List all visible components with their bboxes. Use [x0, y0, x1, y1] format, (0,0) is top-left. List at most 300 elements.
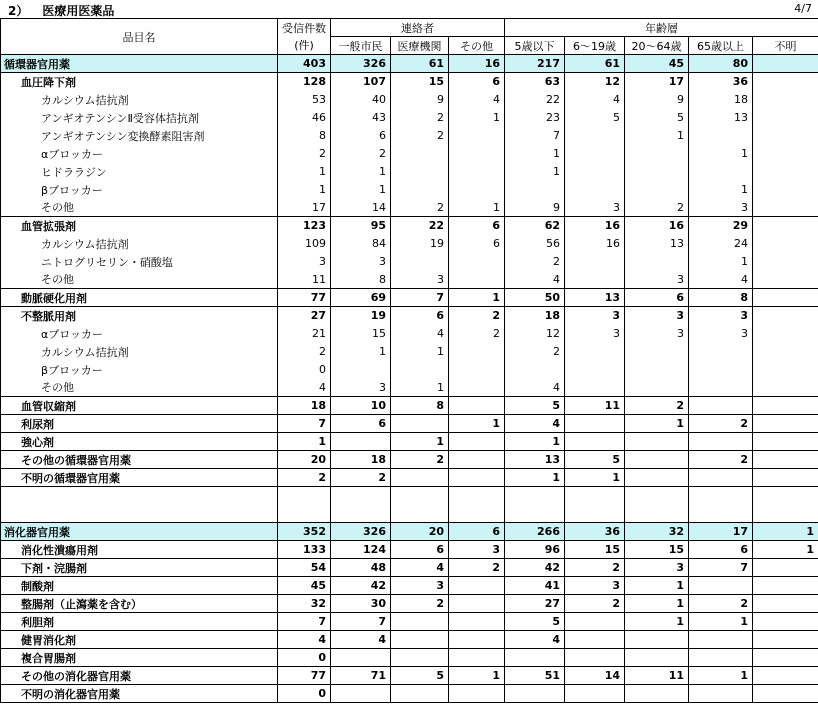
age-header-0-5: 5歳以下 — [505, 37, 565, 55]
table-row — [1, 379, 818, 397]
cell-age-6-19: 5 — [565, 109, 625, 127]
cell-age-20-64: 11 — [625, 667, 689, 685]
age-header-20-64: 20～64歳 — [625, 37, 689, 55]
cell-age-0-5: 96 — [505, 541, 565, 559]
age-header-unknown: 不明 — [753, 37, 818, 55]
cell-age-65-plus: 8 — [689, 289, 753, 307]
cell-age-20-64: 1 — [625, 613, 689, 631]
cell-age-65-plus: 29 — [689, 217, 753, 235]
cell-age-65-plus — [689, 649, 753, 667]
cell-age-0-5 — [505, 181, 565, 199]
cell-total: 53 — [278, 91, 331, 109]
cell-medical: 6 — [391, 307, 449, 325]
cell-age-0-5: 2 — [505, 253, 565, 271]
cell-public: 326 — [331, 55, 391, 73]
cell-public: 6 — [331, 415, 391, 433]
cell-total: 2 — [278, 145, 331, 163]
table-row — [1, 469, 818, 487]
row-name: ニトログリセリン・硝酸塩 — [1, 253, 278, 271]
cell-age-65-plus — [689, 487, 753, 523]
cell-other: 1 — [449, 415, 505, 433]
cell-public: 40 — [331, 91, 391, 109]
cell-other — [449, 127, 505, 145]
total-header — [278, 19, 331, 55]
cell-age-65-plus: 1 — [689, 145, 753, 163]
cell-age-20-64: 1 — [625, 577, 689, 595]
row-name: その他の循環器官用薬 — [1, 451, 278, 469]
cell-age-unknown — [753, 271, 818, 289]
cell-total: 54 — [278, 559, 331, 577]
cell-public: 43 — [331, 109, 391, 127]
cell-other — [449, 451, 505, 469]
cell-age-20-64 — [625, 469, 689, 487]
cell-age-65-plus: 3 — [689, 307, 753, 325]
cell-age-0-5: 4 — [505, 415, 565, 433]
row-name: その他 — [1, 199, 278, 217]
row-name: その他 — [1, 379, 278, 397]
cell-public: 1 — [331, 181, 391, 199]
cell-total: 18 — [278, 397, 331, 415]
cell-age-unknown — [753, 667, 818, 685]
cell-age-20-64 — [625, 253, 689, 271]
cell-total: 7 — [278, 613, 331, 631]
cell-public: 84 — [331, 235, 391, 253]
cell-age-20-64: 45 — [625, 55, 689, 73]
cell-age-20-64 — [625, 451, 689, 469]
cell-other: 6 — [449, 523, 505, 541]
cell-other — [449, 397, 505, 415]
cell-age-20-64: 16 — [625, 217, 689, 235]
table-row — [1, 145, 818, 163]
cell-total: 128 — [278, 73, 331, 91]
cell-public: 107 — [331, 73, 391, 91]
cell-medical: 6 — [391, 541, 449, 559]
cell-age-0-5: 42 — [505, 559, 565, 577]
cell-other: 1 — [449, 289, 505, 307]
cell-age-unknown — [753, 631, 818, 649]
cell-medical — [391, 145, 449, 163]
table-row — [1, 667, 818, 685]
cell-age-0-5: 217 — [505, 55, 565, 73]
cell-age-20-64: 1 — [625, 127, 689, 145]
cell-other: 2 — [449, 325, 505, 343]
cell-medical: 3 — [391, 271, 449, 289]
cell-total: 45 — [278, 577, 331, 595]
cell-age-6-19 — [565, 631, 625, 649]
cell-age-unknown — [753, 325, 818, 343]
table-row — [1, 361, 818, 379]
row-name: 下剤・浣腸剤 — [1, 559, 278, 577]
cell-age-65-plus — [689, 343, 753, 361]
table-row — [1, 91, 818, 109]
cell-age-65-plus — [689, 397, 753, 415]
cell-age-6-19 — [565, 613, 625, 631]
cell-public: 15 — [331, 325, 391, 343]
cell-age-6-19: 13 — [565, 289, 625, 307]
cell-age-20-64: 2 — [625, 199, 689, 217]
cell-age-6-19 — [565, 361, 625, 379]
row-name: 不明の循環器官用薬 — [1, 469, 278, 487]
row-name: 動脈硬化用剤 — [1, 289, 278, 307]
cell-total: 403 — [278, 55, 331, 73]
cell-age-65-plus: 1 — [689, 613, 753, 631]
cell-age-unknown — [753, 577, 818, 595]
cell-age-unknown — [753, 289, 818, 307]
cell-total: 4 — [278, 379, 331, 397]
cell-age-65-plus — [689, 361, 753, 379]
total-header-line2: (件) — [294, 38, 314, 52]
cell-total: 46 — [278, 109, 331, 127]
table-row — [1, 343, 818, 361]
cell-total: 1 — [278, 433, 331, 451]
cell-age-0-5: 2 — [505, 343, 565, 361]
cell-total: 32 — [278, 595, 331, 613]
cell-age-65-plus: 3 — [689, 199, 753, 217]
cell-age-20-64: 6 — [625, 289, 689, 307]
cell-age-6-19 — [565, 415, 625, 433]
cell-medical: 1 — [391, 433, 449, 451]
cell-medical: 4 — [391, 559, 449, 577]
cell-age-unknown — [753, 361, 818, 379]
cell-medical: 1 — [391, 343, 449, 361]
cell-other — [449, 631, 505, 649]
cell-age-65-plus — [689, 127, 753, 145]
cell-age-unknown — [753, 217, 818, 235]
cell-other: 1 — [449, 667, 505, 685]
cell-age-20-64: 32 — [625, 523, 689, 541]
cell-other — [449, 577, 505, 595]
cell-age-65-plus — [689, 577, 753, 595]
cell-age-6-19 — [565, 271, 625, 289]
cell-age-unknown — [753, 649, 818, 667]
table-row — [1, 649, 818, 667]
cell-age-65-plus — [689, 433, 753, 451]
table-row — [1, 55, 818, 73]
table-row — [1, 325, 818, 343]
cell-medical: 2 — [391, 451, 449, 469]
cell-total: 11 — [278, 271, 331, 289]
row-name: アンギオテンシン変換酵素阻害剤 — [1, 127, 278, 145]
cell-age-unknown — [753, 343, 818, 361]
cell-age-0-5: 62 — [505, 217, 565, 235]
cell-age-unknown — [753, 145, 818, 163]
cell-age-65-plus: 1 — [689, 253, 753, 271]
cell-age-20-64 — [625, 433, 689, 451]
cell-public: 124 — [331, 541, 391, 559]
cell-other — [449, 595, 505, 613]
cell-medical: 2 — [391, 595, 449, 613]
cell-age-0-5: 23 — [505, 109, 565, 127]
cell-age-65-plus: 36 — [689, 73, 753, 91]
cell-age-0-5: 51 — [505, 667, 565, 685]
cell-total: 27 — [278, 307, 331, 325]
cell-age-unknown — [753, 433, 818, 451]
cell-other: 2 — [449, 307, 505, 325]
cell-other — [449, 379, 505, 397]
cell-other — [449, 163, 505, 181]
section-number: 2） — [8, 4, 29, 18]
cell-age-0-5: 1 — [505, 145, 565, 163]
cell-medical — [391, 631, 449, 649]
cell-age-65-plus: 2 — [689, 595, 753, 613]
cell-total: 4 — [278, 631, 331, 649]
cell-medical: 5 — [391, 667, 449, 685]
cell-age-unknown — [753, 253, 818, 271]
table-row — [1, 415, 818, 433]
cell-other: 16 — [449, 55, 505, 73]
cell-age-20-64: 3 — [625, 271, 689, 289]
table-row — [1, 235, 818, 253]
cell-age-6-19 — [565, 649, 625, 667]
cell-age-6-19 — [565, 181, 625, 199]
row-name: 利胆剤 — [1, 613, 278, 631]
cell-medical — [391, 649, 449, 667]
cell-public: 95 — [331, 217, 391, 235]
cell-total: 0 — [278, 685, 331, 703]
cell-age-0-5: 9 — [505, 199, 565, 217]
age-header-6-19: 6～19歳 — [565, 37, 625, 55]
age-header-65-plus: 65歳以上 — [689, 37, 753, 55]
cell-age-unknown — [753, 397, 818, 415]
cell-total: 352 — [278, 523, 331, 541]
row-name: カルシウム拮抗剤 — [1, 91, 278, 109]
cell-other: 3 — [449, 541, 505, 559]
cell-age-unknown: 1 — [753, 523, 818, 541]
row-name: 不整脈用剤 — [1, 307, 278, 325]
cell-total: 7 — [278, 415, 331, 433]
cell-age-0-5: 18 — [505, 307, 565, 325]
cell-other — [449, 613, 505, 631]
cell-age-20-64 — [625, 379, 689, 397]
cell-age-6-19: 2 — [565, 595, 625, 613]
cell-age-6-19: 5 — [565, 451, 625, 469]
cell-medical: 20 — [391, 523, 449, 541]
row-name: 複合胃腸剤 — [1, 649, 278, 667]
cell-total: 1 — [278, 163, 331, 181]
table-row — [1, 433, 818, 451]
cell-public — [331, 361, 391, 379]
cell-age-unknown — [753, 595, 818, 613]
cell-age-20-64: 17 — [625, 73, 689, 91]
cell-public: 1 — [331, 343, 391, 361]
total-header-line1: 受信件数 — [282, 21, 326, 35]
cell-age-20-64: 5 — [625, 109, 689, 127]
cell-age-65-plus: 17 — [689, 523, 753, 541]
cell-total: 77 — [278, 667, 331, 685]
table-row — [1, 289, 818, 307]
cell-age-20-64 — [625, 685, 689, 703]
cell-age-20-64 — [625, 649, 689, 667]
cell-total: 3 — [278, 253, 331, 271]
cell-age-20-64: 9 — [625, 91, 689, 109]
cell-medical: 19 — [391, 235, 449, 253]
cell-age-6-19: 16 — [565, 235, 625, 253]
cell-other — [449, 469, 505, 487]
row-name: 不明の消化器官用薬 — [1, 685, 278, 703]
table-row — [1, 451, 818, 469]
cell-total: 2 — [278, 469, 331, 487]
cell-medical — [391, 361, 449, 379]
cell-age-0-5: 5 — [505, 397, 565, 415]
cell-age-6-19 — [565, 433, 625, 451]
cell-total: 2 — [278, 343, 331, 361]
cell-age-unknown — [753, 199, 818, 217]
report-header — [0, 0, 818, 18]
cell-medical — [391, 253, 449, 271]
cell-other: 6 — [449, 235, 505, 253]
cell-medical: 61 — [391, 55, 449, 73]
table-row — [1, 217, 818, 235]
cell-other — [449, 253, 505, 271]
cell-other — [449, 145, 505, 163]
cell-medical — [391, 613, 449, 631]
table-row — [1, 73, 818, 91]
table-row — [1, 631, 818, 649]
contact-header-public: 一般市民 — [331, 37, 391, 55]
cell-public: 3 — [331, 379, 391, 397]
table-row — [1, 199, 818, 217]
cell-age-unknown: 1 — [753, 541, 818, 559]
cell-total: 1 — [278, 181, 331, 199]
cell-age-20-64 — [625, 343, 689, 361]
cell-age-6-19 — [565, 253, 625, 271]
contact-header-medical: 医療機関 — [391, 37, 449, 55]
table-row — [1, 253, 818, 271]
row-name: βブロッカー — [1, 181, 278, 199]
cell-age-20-64: 2 — [625, 397, 689, 415]
table-row — [1, 559, 818, 577]
cell-total: 0 — [278, 649, 331, 667]
cell-total: 133 — [278, 541, 331, 559]
cell-other — [449, 433, 505, 451]
cell-medical — [391, 487, 449, 523]
cell-public: 48 — [331, 559, 391, 577]
cell-age-6-19 — [565, 127, 625, 145]
cell-medical — [391, 415, 449, 433]
cell-total: 109 — [278, 235, 331, 253]
row-name: ヒドララジン — [1, 163, 278, 181]
cell-total: 20 — [278, 451, 331, 469]
cell-other: 2 — [449, 559, 505, 577]
cell-medical: 2 — [391, 199, 449, 217]
cell-age-0-5: 13 — [505, 451, 565, 469]
table-body — [1, 55, 818, 703]
cell-other — [449, 649, 505, 667]
cell-public — [331, 685, 391, 703]
table-row — [1, 523, 818, 541]
cell-age-20-64: 3 — [625, 307, 689, 325]
cell-age-6-19: 1 — [565, 469, 625, 487]
cell-medical — [391, 469, 449, 487]
row-name — [1, 487, 278, 523]
cell-age-0-5: 4 — [505, 379, 565, 397]
cell-age-0-5: 27 — [505, 595, 565, 613]
cell-total: 77 — [278, 289, 331, 307]
cell-age-65-plus: 6 — [689, 541, 753, 559]
cell-age-20-64 — [625, 181, 689, 199]
table-row — [1, 307, 818, 325]
statistics-table — [0, 18, 818, 703]
cell-medical: 2 — [391, 127, 449, 145]
row-name: アンギオテンシンⅡ受容体拮抗剤 — [1, 109, 278, 127]
cell-medical: 2 — [391, 109, 449, 127]
cell-public: 10 — [331, 397, 391, 415]
cell-age-20-64 — [625, 361, 689, 379]
row-name: αブロッカー — [1, 145, 278, 163]
cell-age-0-5: 5 — [505, 613, 565, 631]
cell-age-6-19: 3 — [565, 307, 625, 325]
cell-age-6-19: 11 — [565, 397, 625, 415]
table-row — [1, 541, 818, 559]
cell-other — [449, 361, 505, 379]
table-row — [1, 397, 818, 415]
cell-age-20-64: 1 — [625, 595, 689, 613]
cell-age-20-64: 1 — [625, 415, 689, 433]
spacer-row — [1, 487, 818, 523]
cell-medical: 7 — [391, 289, 449, 307]
cell-other: 1 — [449, 109, 505, 127]
cell-medical — [391, 181, 449, 199]
cell-age-6-19: 4 — [565, 91, 625, 109]
row-name: 消化性潰瘍用剤 — [1, 541, 278, 559]
cell-public — [331, 487, 391, 523]
row-name: 制酸剤 — [1, 577, 278, 595]
row-name: その他 — [1, 271, 278, 289]
cell-age-unknown — [753, 235, 818, 253]
cell-age-20-64 — [625, 163, 689, 181]
cell-age-unknown — [753, 451, 818, 469]
table-row — [1, 109, 818, 127]
cell-other — [449, 271, 505, 289]
cell-age-65-plus: 7 — [689, 559, 753, 577]
table-row — [1, 613, 818, 631]
cell-age-65-plus: 3 — [689, 325, 753, 343]
cell-age-0-5: 1 — [505, 163, 565, 181]
cell-age-unknown — [753, 415, 818, 433]
cell-age-65-plus: 2 — [689, 451, 753, 469]
row-name: 利尿剤 — [1, 415, 278, 433]
row-name: その他の消化器官用薬 — [1, 667, 278, 685]
cell-other — [449, 181, 505, 199]
cell-age-6-19 — [565, 163, 625, 181]
cell-age-6-19 — [565, 487, 625, 523]
cell-age-6-19: 3 — [565, 577, 625, 595]
cell-age-6-19: 14 — [565, 667, 625, 685]
cell-age-unknown — [753, 613, 818, 631]
cell-medical: 4 — [391, 325, 449, 343]
cell-other — [449, 343, 505, 361]
cell-age-unknown — [753, 487, 818, 523]
cell-age-6-19 — [565, 145, 625, 163]
cell-age-0-5: 63 — [505, 73, 565, 91]
cell-age-20-64 — [625, 487, 689, 523]
table-row — [1, 163, 818, 181]
cell-age-65-plus — [689, 631, 753, 649]
cell-age-6-19: 2 — [565, 559, 625, 577]
cell-public: 326 — [331, 523, 391, 541]
row-name: 健胃消化剤 — [1, 631, 278, 649]
cell-age-0-5: 4 — [505, 631, 565, 649]
cell-age-65-plus — [689, 469, 753, 487]
cell-age-0-5: 266 — [505, 523, 565, 541]
cell-total: 17 — [278, 199, 331, 217]
cell-age-6-19 — [565, 343, 625, 361]
cell-total — [278, 487, 331, 523]
item-name-header: 品目名 — [1, 19, 278, 55]
cell-age-20-64: 13 — [625, 235, 689, 253]
cell-age-65-plus: 2 — [689, 415, 753, 433]
cell-age-6-19: 12 — [565, 73, 625, 91]
